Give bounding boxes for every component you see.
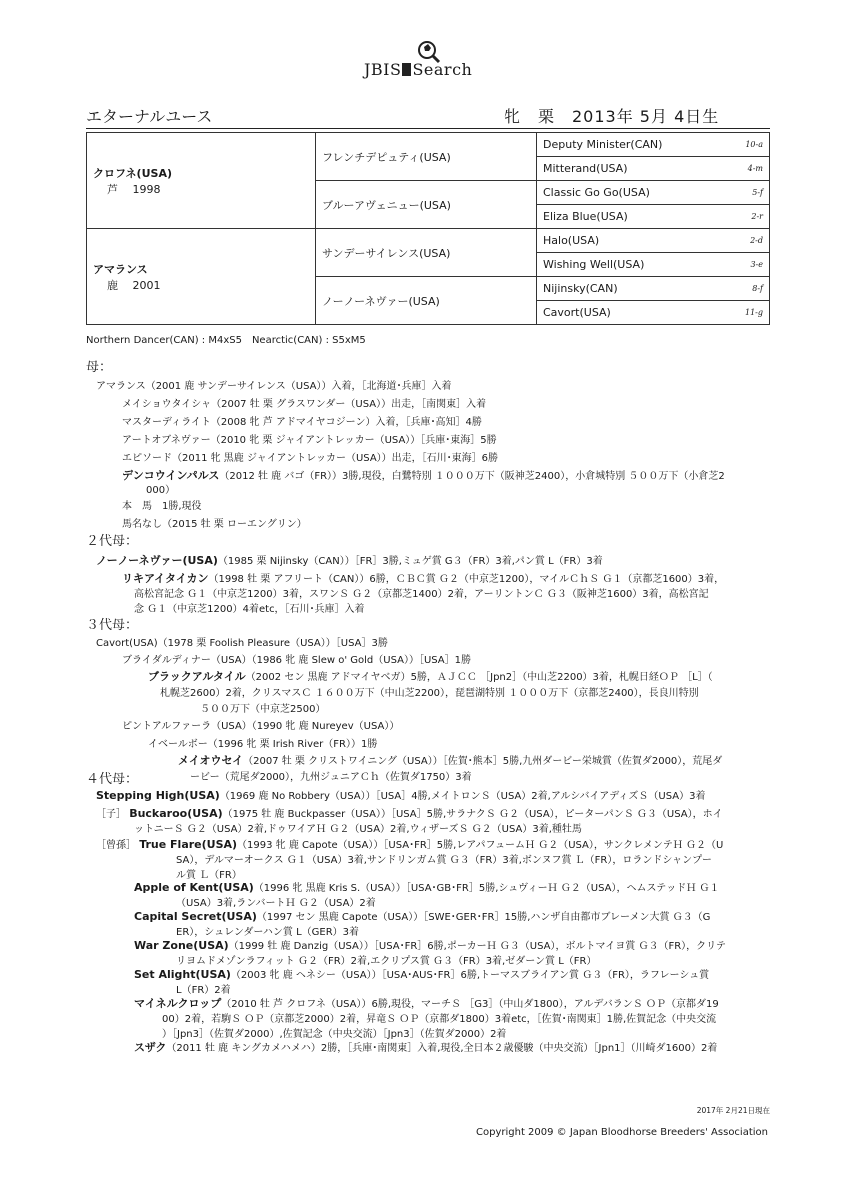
family-code: 5-f: [752, 188, 763, 197]
section-heading-dam: 母：: [86, 360, 113, 375]
g2-cell: ノーノーネヴァー(USA): [316, 277, 537, 325]
text-line: [134, 966, 709, 981]
horse-name-bold: True Flare(USA): [139, 838, 238, 851]
horse-name-bold: ブラックアルタイル: [148, 670, 246, 683]
text-line: 札幌芝2600）2着，クリスマスＣ １６００万下（中山芝2200），琵琶湖特別 １０００万下（京都芝2400），長良川特別: [160, 688, 699, 699]
family-code: 11-g: [744, 308, 763, 317]
g3-cell: [537, 253, 770, 277]
text-line: アマランス（2001 鹿 サンデーサイレンス（USA））入着，［北海道･兵庫］入着: [96, 381, 452, 392]
line-detail: （1998 牡 栗 アフリート（CAN））6勝，ＣＢＣ賞 Ｇ２（中京芝1200），マイルＣｈＳ Ｇ１（京都芝1600）3着，: [208, 574, 725, 585]
g3-name: Eliza Blue(USA): [543, 210, 628, 223]
g3-cell: [537, 205, 770, 229]
line-detail: （2011 牡 鹿 キングカメハメハ）2勝，［兵庫･南関東］入着,現役,全日本２歳優駿（中央交流）［Jpn1］（川崎ダ1600）2着: [166, 1043, 718, 1054]
text-line: マスターディライト（2008 牝 芦 アドマイヤコジーン）入着，［兵庫･高知］4勝: [122, 417, 482, 428]
line-detail: （2007 牡 栗 クリストワイニング（USA））［佐賀･熊本］5勝,九州ダービー栄城賞（佐賀ダ2000），荒尾ダ: [243, 756, 723, 767]
as-of-date: 2017年 2月21日現在: [696, 1106, 770, 1115]
text-line: ル賞 Ｌ（FR）: [176, 870, 242, 881]
section-heading-2nd-dam: ２代母：: [86, 534, 139, 549]
text-line: [134, 995, 719, 1011]
text-line: [134, 1039, 717, 1055]
g3-cell: [537, 133, 770, 157]
horse-name-bold: スザク: [134, 1041, 167, 1054]
copyright: Copyright 2009 © Japan Bloodhorse Breeders' Association: [476, 1127, 768, 1138]
horse-name-bold: ノーノーネヴァー(USA): [96, 554, 218, 567]
g3-cell: [537, 277, 770, 301]
horse-name-bold: Apple of Kent(USA): [134, 881, 254, 894]
jbis-logo: [364, 36, 494, 82]
text-line: [134, 879, 719, 894]
text-line: SA），デルマーオークス Ｇ１（USA）3着,サンドリンガム賞 Ｇ３（FR）3着,ボンヌフ賞 Ｌ（FR），ロランドシャンプー: [176, 855, 712, 866]
family-code: 3-e: [750, 260, 763, 269]
g3-name: Mitterand(USA): [543, 162, 628, 175]
text-line: ービー（荒尾ダ2000），九州ジュニアＣｈ（佐賀ダ1750）3着: [190, 772, 472, 783]
horse-name: エターナルユース: [86, 107, 213, 126]
g3-name: Deputy Minister(CAN): [543, 138, 663, 151]
g3-cell: [537, 181, 770, 205]
text-line: 本 馬 1勝,現役: [122, 501, 202, 512]
text-line: ）［Jpn3］（佐賀ダ2000）,佐賀記念（中央交流）［Jpn3］（佐賀ダ2000）2着: [162, 1029, 507, 1040]
g2-cell: サンデーサイレンス(USA): [316, 229, 537, 277]
dam-detail: 鹿 2001: [107, 278, 161, 292]
g2-cell: ブルーアヴェニュー(USA): [316, 181, 537, 229]
g2-cell: フレンチデピュティ(USA): [316, 133, 537, 181]
family-code: 2-d: [750, 236, 763, 245]
text-line: [96, 836, 723, 851]
horse-name-bold: メイオウセイ: [178, 754, 244, 767]
text-line: ER），シュレンダーハン賞 L（GER）3着: [176, 927, 360, 938]
text-line: イベールボー（1996 牝 栗 Irish River（FR））1勝: [148, 739, 378, 750]
text-line: ピントアルファーラ（USA）（1990 牝 鹿 Nureyev（USA））: [122, 721, 400, 732]
g3-name: Cavort(USA): [543, 306, 611, 319]
sire-cell: [87, 133, 316, 229]
horse-name-bold: リキアイタイカン: [122, 572, 209, 585]
section-heading-3rd-dam: ３代母：: [86, 618, 139, 633]
text-line: ブライダルディナー（USA）（1986 牝 鹿 Slew o' Gold（USA））［USA］1勝: [122, 655, 472, 666]
title-row: [86, 104, 770, 126]
inbreeding-note: Northern Dancer(CAN) : M4xS5 Nearctic(CAN) : S5xM5: [86, 335, 366, 346]
family-code: 4-m: [747, 164, 763, 173]
text-line: 馬名なし（2015 牡 栗 ローエングリン）: [122, 519, 307, 530]
line-detail: （1997 セン 黒鹿 Capote（USA））［SWE･GER･FR］15勝,ハンザ自由都市ブレーメン大賞 Ｇ３（G: [256, 912, 711, 923]
line-detail: （1985 栗 Nijinsky（CAN））［FR］3勝,ミュゲ賞 G３（FR）3着,パン賞 L（FR）3着: [217, 556, 603, 567]
horse-info: 牝 栗 2013年 5月 4日生: [504, 107, 720, 126]
horse-name-bold: デンコウインパルス: [122, 469, 220, 482]
title-rule: [86, 128, 770, 129]
logo-block: [402, 63, 411, 76]
text-line: [96, 805, 723, 820]
text-line: [134, 937, 726, 952]
text-line: [96, 787, 705, 802]
text-line: [96, 552, 603, 568]
line-detail: （1993 牝 鹿 Capote（USA））［USA･FR］5勝,レアパフュームＨ Ｇ２（USA），サンクレメンテＨ Ｇ２（U: [237, 840, 724, 851]
line-detail: （1996 牝 黒鹿 Kris S.（USA））［USA･GB･FR］5勝,シュヴィーＨ Ｇ２（USA），ヘムステッドＨ Ｇ１: [253, 883, 720, 894]
dam-cell: [87, 229, 316, 325]
g3-name: Classic Go Go(USA): [543, 186, 650, 199]
horse-name-bold: Set Alight(USA): [134, 968, 231, 981]
g3-name: Nijinsky(CAN): [543, 282, 618, 295]
text-line: アートオブネヴァー（2010 牝 栗 ジャイアントレッカー（USA））［兵庫･東海］5勝: [122, 435, 497, 446]
text-line: [122, 467, 725, 483]
line-detail: （2003 牝 鹿 ヘネシー（USA））［USA･AUS･FR］6勝,トーマスブライアン賞 Ｇ３（FR），ラフレーシュ賞: [230, 970, 710, 981]
line-detail: （1969 鹿 No Robbery（USA））［USA］4勝,メイトロンＳ（USA）2着,アルシバイアディズＳ（USA）3着: [219, 791, 706, 802]
line-detail: （1975 牡 鹿 Buckpasser（USA））［USA］5勝,サラナクＳ Ｇ２（USA），ピーターパンＳ Ｇ３（USA），ホイ: [222, 809, 723, 820]
pedigree-table: [86, 132, 770, 325]
horse-name-bold: Stepping High(USA): [96, 789, 220, 802]
text-line: 高松宮記念 Ｇ１（中京芝1200）3着，スワンＳ Ｇ２（京都芝1400）2着，アーリントンＣ Ｇ３（阪神芝1600）3着，高松宮記: [134, 589, 709, 600]
horse-name-bold: War Zone(USA): [134, 939, 229, 952]
horse-name-bold: マイネルクロップ: [134, 997, 222, 1010]
relation-tag: ［曾孫］: [96, 840, 136, 851]
family-code: 10-a: [745, 140, 763, 149]
line-detail: （1999 牡 鹿 Danzig（USA））［USA･FR］6勝,ポーカーＨ Ｇ３（USA），ボルトマイヨ賞 Ｇ３（FR），クリテ: [228, 941, 726, 952]
text-line: ットニーＳ Ｇ２（USA）2着,ドゥワイアＨ Ｇ２（USA）2着,ウィザーズＳ Ｇ２（USA）3着,種牡馬: [134, 824, 582, 835]
text-line: 000）: [146, 485, 176, 496]
logo-text-jbis: JBIS: [364, 60, 402, 79]
g3-cell: [537, 157, 770, 181]
logo-text-search: Search: [412, 60, 473, 79]
text-line: Cavort(USA)（1978 栗 Foolish Pleasure（USA））［USA］3勝: [96, 638, 388, 649]
g3-name: Wishing Well(USA): [543, 258, 645, 271]
sire-name: クロフネ(USA): [93, 166, 172, 180]
text-line: 00）2着，若駒Ｓ ＯＰ（京都芝2000）2着，昇竜Ｓ ＯＰ（京都ダ1800）3着etc，［佐賀･南関東］1勝,佐賀記念（中央交流: [162, 1014, 717, 1025]
g3-cell: [537, 301, 770, 325]
text-line: （USA）3着,ランバートＨ Ｇ２（USA）2着: [176, 898, 376, 909]
g3-cell: [537, 229, 770, 253]
text-line: 念 Ｇ１（中京芝1200）4着etc，［石川･兵庫］入着: [134, 604, 365, 615]
dam-name: アマランス: [93, 262, 148, 276]
g3-name: Halo(USA): [543, 234, 600, 247]
text-line: [122, 570, 724, 586]
text-line: [134, 908, 710, 923]
text-line: リヨムドメゾンラフィット Ｇ２（FR）2着,エクリプス賞 Ｇ３（FR）3着,ゼダーン賞 L（FR）: [176, 956, 597, 967]
family-code: 2-r: [751, 212, 763, 221]
line-detail: （2012 牡 鹿 バゴ（FR））3勝,現役，白鷺特別 １０００万下（阪神芝2400），小倉城特別 ５００万下（小倉芝2: [219, 471, 725, 482]
text-line: L（FR）2着: [176, 985, 231, 996]
family-code: 8-f: [752, 284, 763, 293]
text-line: ５００万下（中京芝2500）: [200, 704, 326, 715]
line-detail: （2002 セン 黒鹿 アドマイヤベガ）5勝，ＡＪＣＣ ［Jpn2］（中山芝2200）3着，札幌日経ＯＰ ［L］（: [245, 672, 713, 683]
text-line: [178, 752, 722, 768]
text-line: メイショウタイシャ（2007 牡 栗 グラスワンダー（USA））出走，［南関東］入着: [122, 399, 487, 410]
text-line: エピソード（2011 牝 黒鹿 ジャイアントレッカー（USA））出走，［石川･東海］6勝: [122, 453, 499, 464]
relation-tag: ［子］: [96, 809, 126, 820]
sire-detail: 芦 1998: [107, 182, 161, 196]
section-heading-4th-dam: ４代母：: [86, 772, 139, 787]
text-line: [148, 668, 713, 684]
line-detail: （2010 牡 芦 クロフネ（USA））6勝,現役，マーチＳ ［G3］（中山ダ1800），アルデバランＳ ＯＰ（京都ダ19: [221, 999, 719, 1010]
horse-name-bold: Capital Secret(USA): [134, 910, 257, 923]
horse-name-bold: Buckaroo(USA): [129, 807, 223, 820]
